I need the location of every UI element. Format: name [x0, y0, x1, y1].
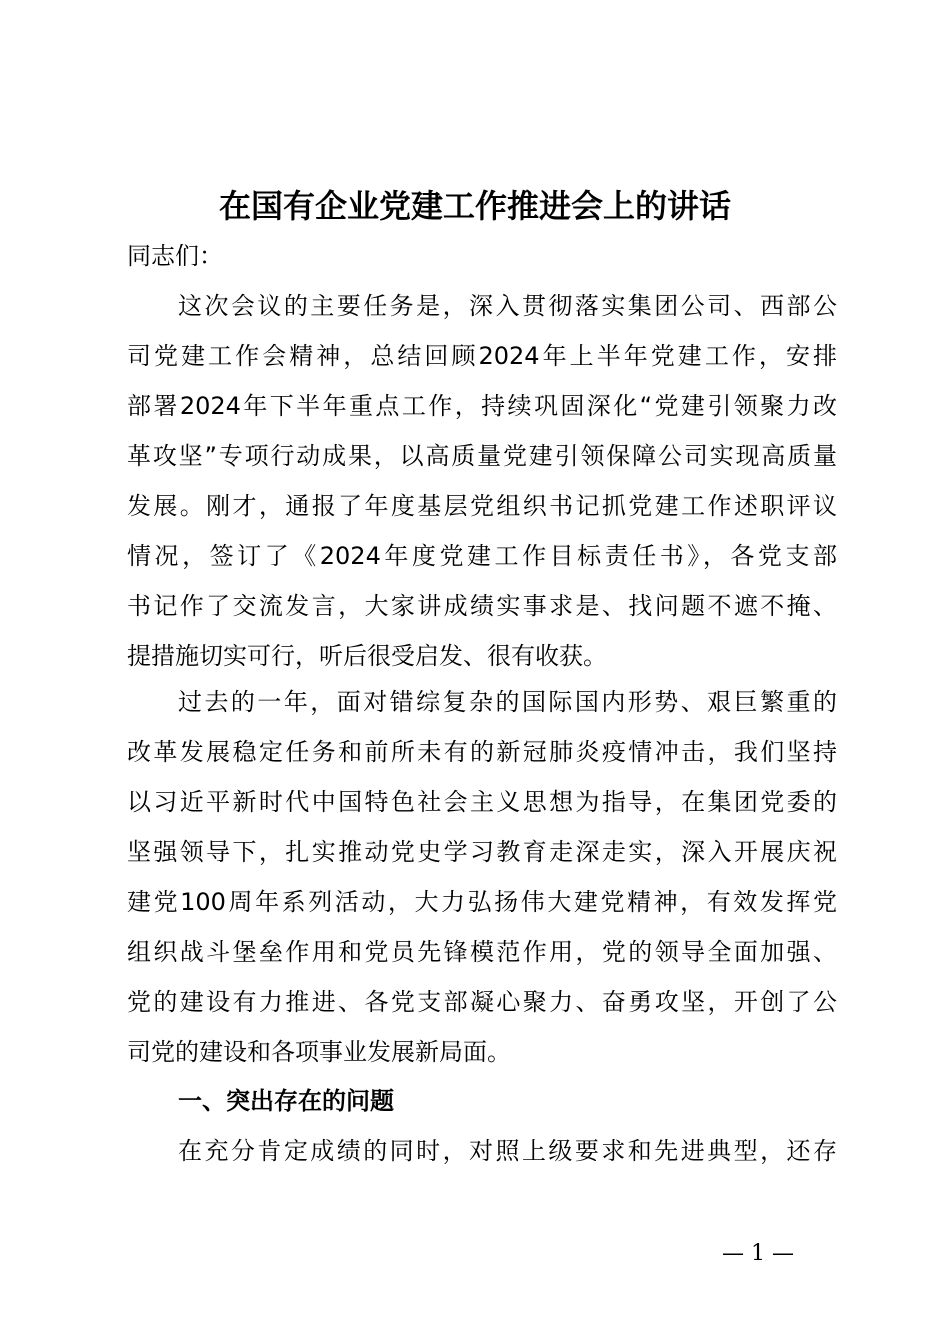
paragraph-line: 革攻坚”专项行动成果，以高质量党建引领保障公司实现高质量 — [127, 442, 837, 470]
page-number: — 1 — — [722, 1241, 794, 1266]
paragraph-line: 过去的一年，面对错综复杂的国际国内形势、艰巨繁重的 — [178, 688, 837, 716]
paragraph-line: 坚强领导下，扎实推动党史学习教育走深走实，深入开展庆祝 — [127, 838, 837, 866]
paragraph-1 — [127, 281, 837, 681]
paragraph-line: 书记作了交流发言，大家讲成绩实事求是、找问题不遮不掩、 — [127, 592, 837, 620]
paragraph-line: 组织战斗堡垒作用和党员先锋模范作用，党的领导全面加强、 — [127, 938, 837, 966]
salutation: 同志们： — [127, 242, 223, 270]
paragraph-line: 司党建工作会精神，总结回顾2024年上半年党建工作，安排 — [127, 342, 837, 370]
paragraph-2 — [127, 677, 837, 1077]
paragraph-line: 司党的建设和各项事业发展新局面。 — [127, 1038, 511, 1066]
paragraph-line: 改革发展稳定任务和前所未有的新冠肺炎疫情冲击，我们坚持 — [127, 738, 837, 766]
paragraph-line: 部署2024年下半年重点工作，持续巩固深化“党建引领聚力改 — [127, 392, 837, 420]
section-heading: 一、突出存在的问题 — [178, 1087, 394, 1115]
paragraph-line: 党的建设有力推进、各党支部凝心聚力、奋勇攻坚，开创了公 — [127, 988, 837, 1016]
paragraph-line: 情况，签订了《2024年度党建工作目标责任书》，各党支部 — [127, 542, 837, 570]
paragraph-3 — [127, 1126, 837, 1176]
document-title: 在国有企业党建工作推进会上的讲话 — [218, 187, 731, 225]
paragraph-line: 这次会议的主要任务是，深入贯彻落实集团公司、西部公 — [178, 292, 837, 320]
paragraph-line: 发展。刚才，通报了年度基层党组织书记抓党建工作述职评议 — [127, 492, 837, 520]
paragraph-line: 建党100周年系列活动，大力弘扬伟大建党精神，有效发挥党 — [127, 888, 837, 916]
paragraph-line: 以习近平新时代中国特色社会主义思想为指导，在集团党委的 — [127, 788, 837, 816]
paragraph-line: 在充分肯定成绩的同时，对照上级要求和先进典型，还存 — [178, 1137, 837, 1165]
paragraph-line: 提措施切实可行，听后很受启发、很有收获。 — [127, 642, 607, 670]
